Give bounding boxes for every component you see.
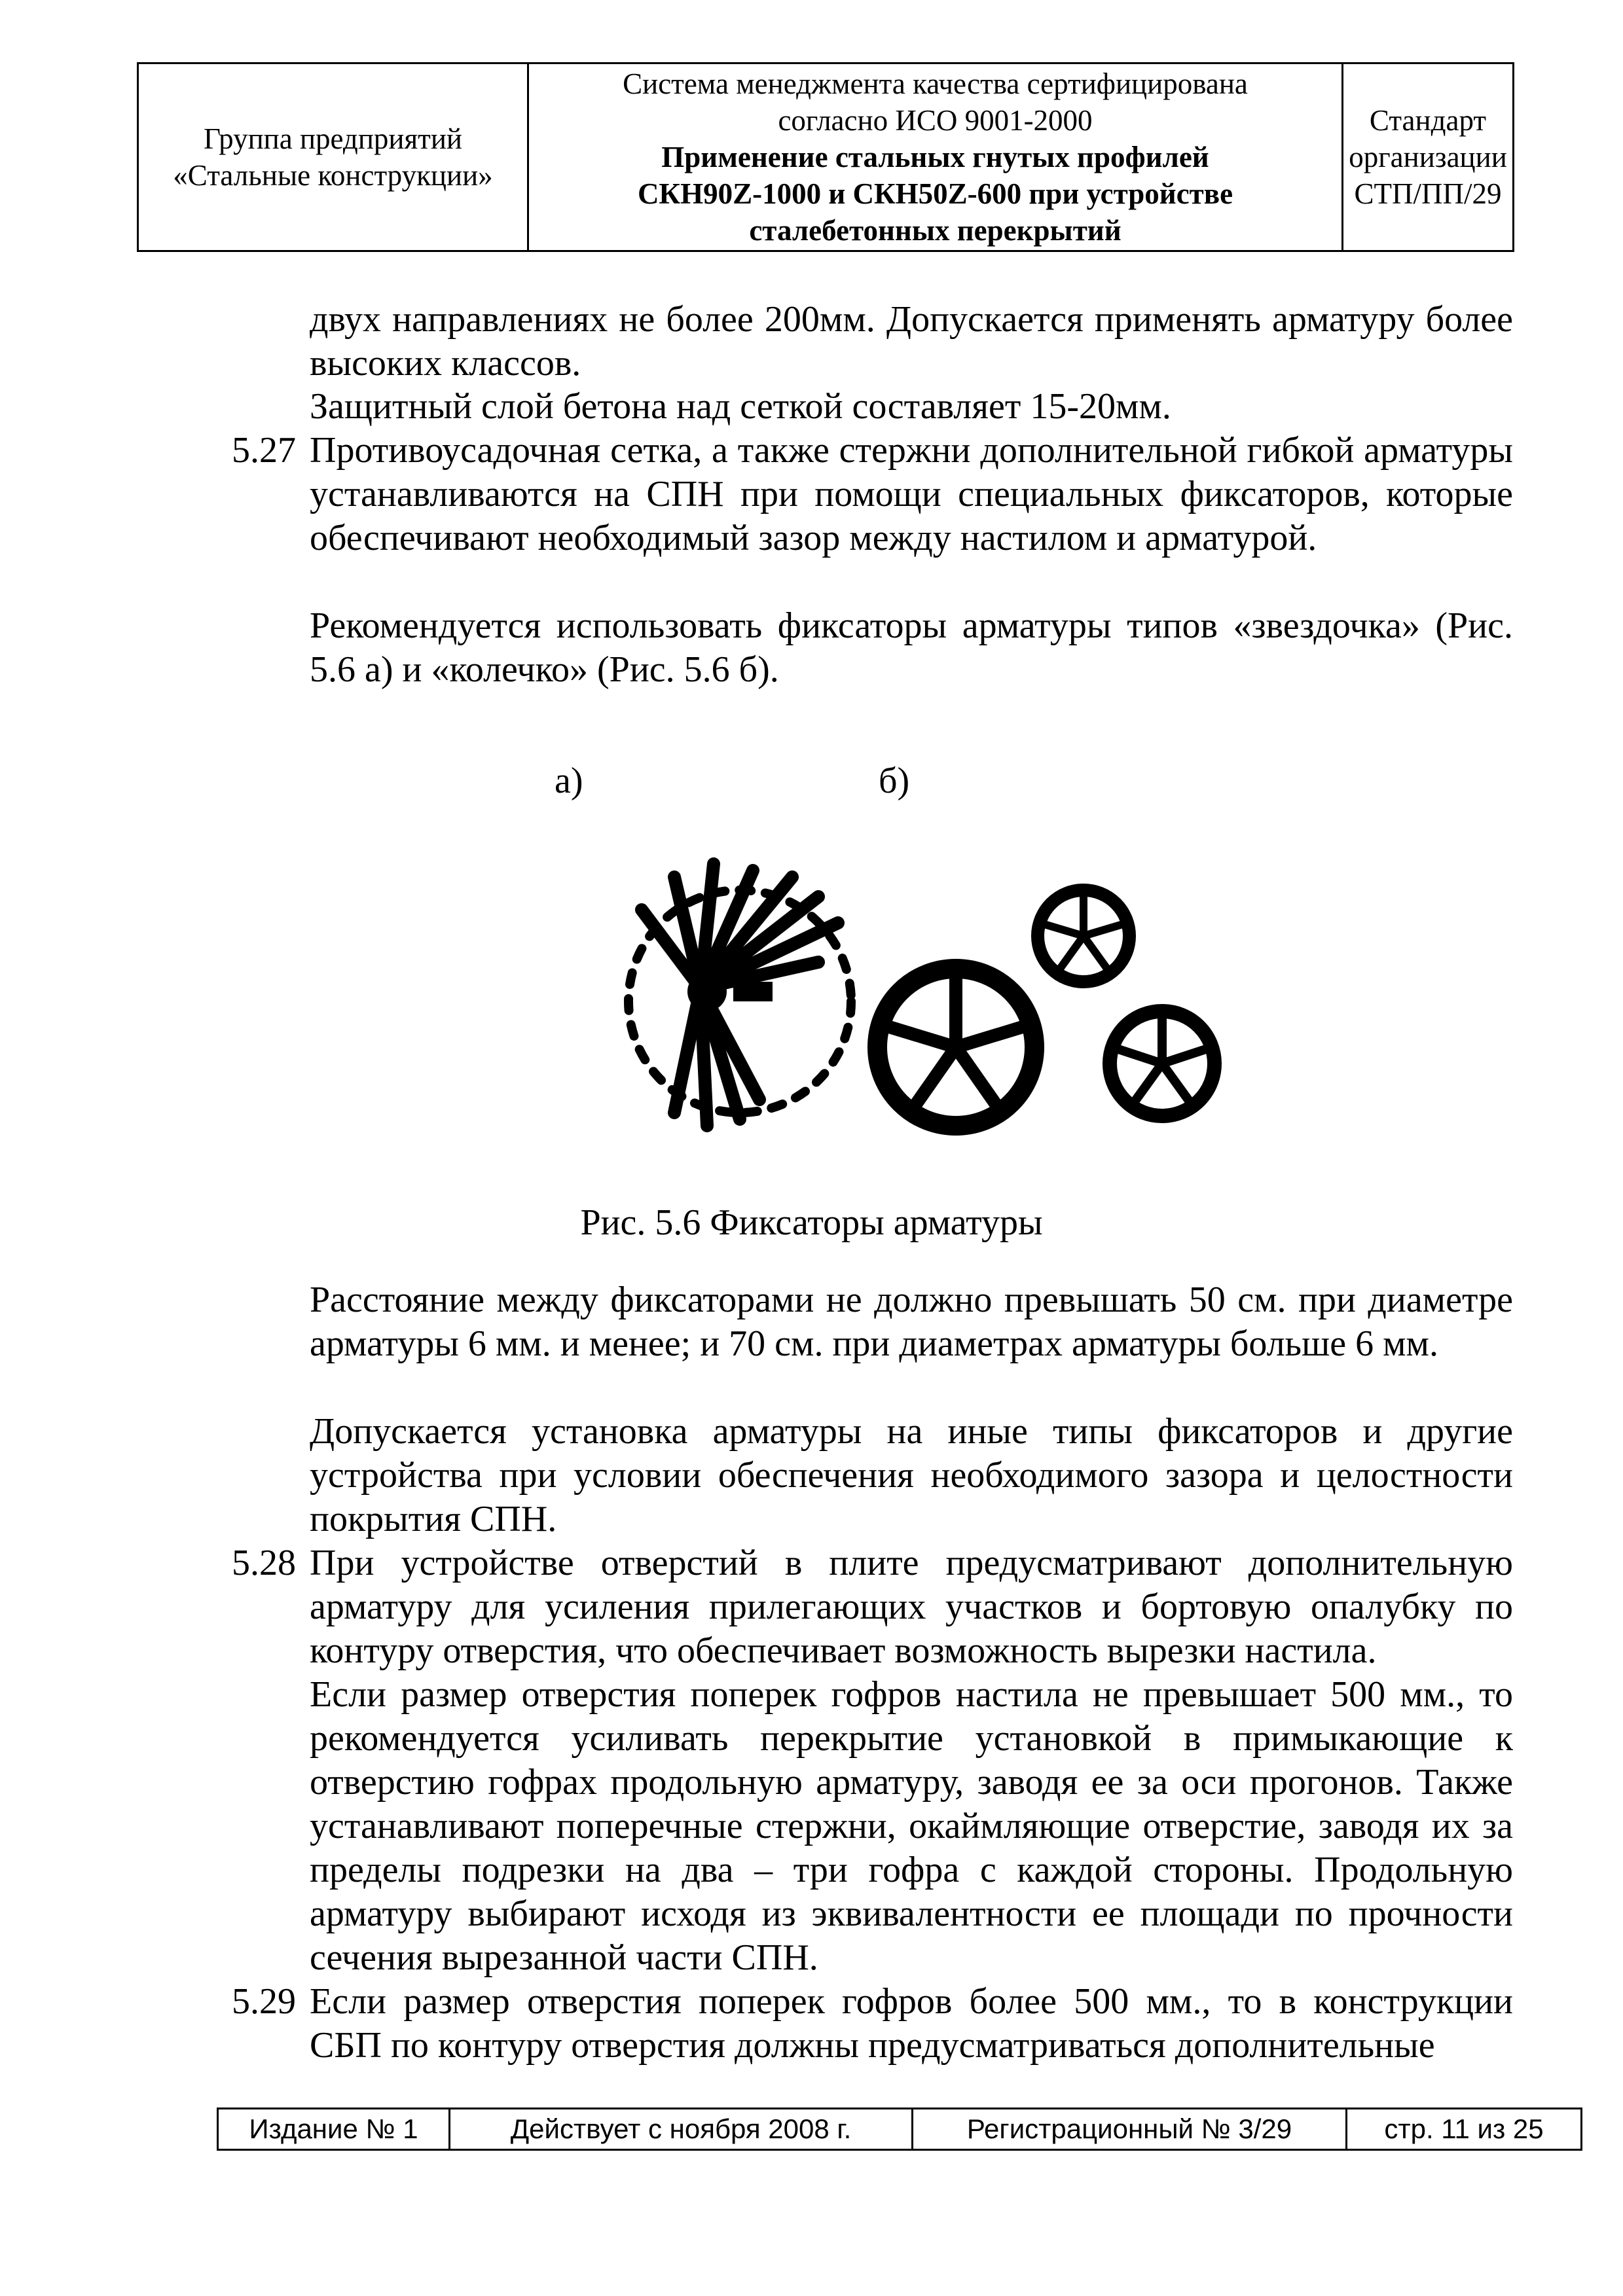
header-company <box>139 64 529 250</box>
organization-label: организации <box>1349 141 1507 173</box>
document-header <box>137 62 1514 252</box>
paragraph-protective-layer: Защитный слой бетона над сеткой составляет 15-20мм. <box>310 386 1171 427</box>
title-line-3: сталебетонных перекрытий <box>749 214 1122 247</box>
company-name: «Стальные конструкции» <box>173 159 493 192</box>
ring-spacer-image <box>877 890 1214 1126</box>
paragraph-5-29: Если размер отверстия поперек гофров более 500 мм., то в конструкции СБП по контуру отверстия должны предусматриваться дополнительные <box>310 1981 1513 2066</box>
rebar-spacer-figure <box>602 851 1231 1145</box>
company-group-label: Группа предприятий <box>203 122 463 155</box>
paragraph-continuation: двух направлениях не более 200мм. Допускается применять арматуру более высоких классов. <box>310 299 1513 384</box>
footer-page-number: стр. 11 из 25 <box>1384 2113 1544 2144</box>
clause-number-5-28: 5.28 <box>232 1543 296 1583</box>
paragraph-recommendation: Рекомендуется использовать фиксаторы арматуры типов «звездочка» (Рис. 5.6 а) и «колечко» (Рис. 5.6 б). <box>310 605 1513 690</box>
clause-number-5-27: 5.27 <box>232 430 296 471</box>
paragraph-5-27: Противоусадочная сетка, а также стержни дополнительной гибкой арматуры устанавливаются на СПН при помощи специальных фиксаторов, которые обеспечивают необходимый зазор между настилом и арматурой. <box>310 430 1513 558</box>
figure-caption: Рис. 5.6 Фиксаторы арматуры <box>580 1202 1043 1243</box>
title-line-1: Применение стальных гнутых профилей <box>661 141 1209 173</box>
footer-edition: Издание № 1 <box>219 2109 450 2149</box>
paragraph-other-fixators: Допускается установка арматуры на иные типы фиксаторов и другие устройства при условии обеспечения необходимого зазора и целостности покрытия СПН. <box>310 1411 1513 1539</box>
document-footer <box>217 2108 1582 2151</box>
paragraph-openings: Если размер отверстия поперек гофров настила не превышает 500 мм., то рекомендуется усиливать перекрытие установкой в примыкающие к отверстию гофрах продольную арматуру, заводя ее за оси прогонов. Также устанавливают поперечные стержни, окаймляющие отверстие, заводя их за пределы подрезки на два – три гофра с каждой стороны. Продольную арматуру выбирают исходя из эквивалентности ее площади по прочности сечения вырезанной части СПН. <box>310 1674 1513 1978</box>
title-line-2: СКН90Z-1000 и СКН50Z-600 при устройстве <box>637 177 1233 210</box>
figure-label-a: а) <box>555 761 583 801</box>
qms-line-2: согласно ИСО 9001-2000 <box>778 104 1093 137</box>
header-standard <box>1343 64 1512 250</box>
qms-line-1: Система менеджмента качества сертифицирована <box>623 67 1248 100</box>
star-spacer-image <box>629 864 851 1126</box>
footer-valid-from: Действует с ноября 2008 г. <box>450 2109 913 2149</box>
standard-label: Стандарт <box>1369 104 1487 137</box>
clause-number-5-29: 5.29 <box>232 1981 296 2022</box>
paragraph-spacing: Расстояние между фиксаторами не должно превышать 50 см. при диаметре арматуры 6 мм. и менее; и 70 см. при диаметрах арматуры больше 6 мм. <box>310 1280 1513 1364</box>
figure-label-b: б) <box>879 761 910 801</box>
footer-registration: Регистрационный № 3/29 <box>913 2109 1347 2149</box>
standard-code: СТП/ПП/29 <box>1354 177 1502 210</box>
paragraph-5-28: При устройстве отверстий в плите предусматривают дополнительную арматуру для усиления прилегающих участков и бортовую опалубку по контуру отверстия, что обеспечивает возможность вырезки настила. <box>310 1543 1513 1671</box>
header-title <box>529 64 1343 250</box>
